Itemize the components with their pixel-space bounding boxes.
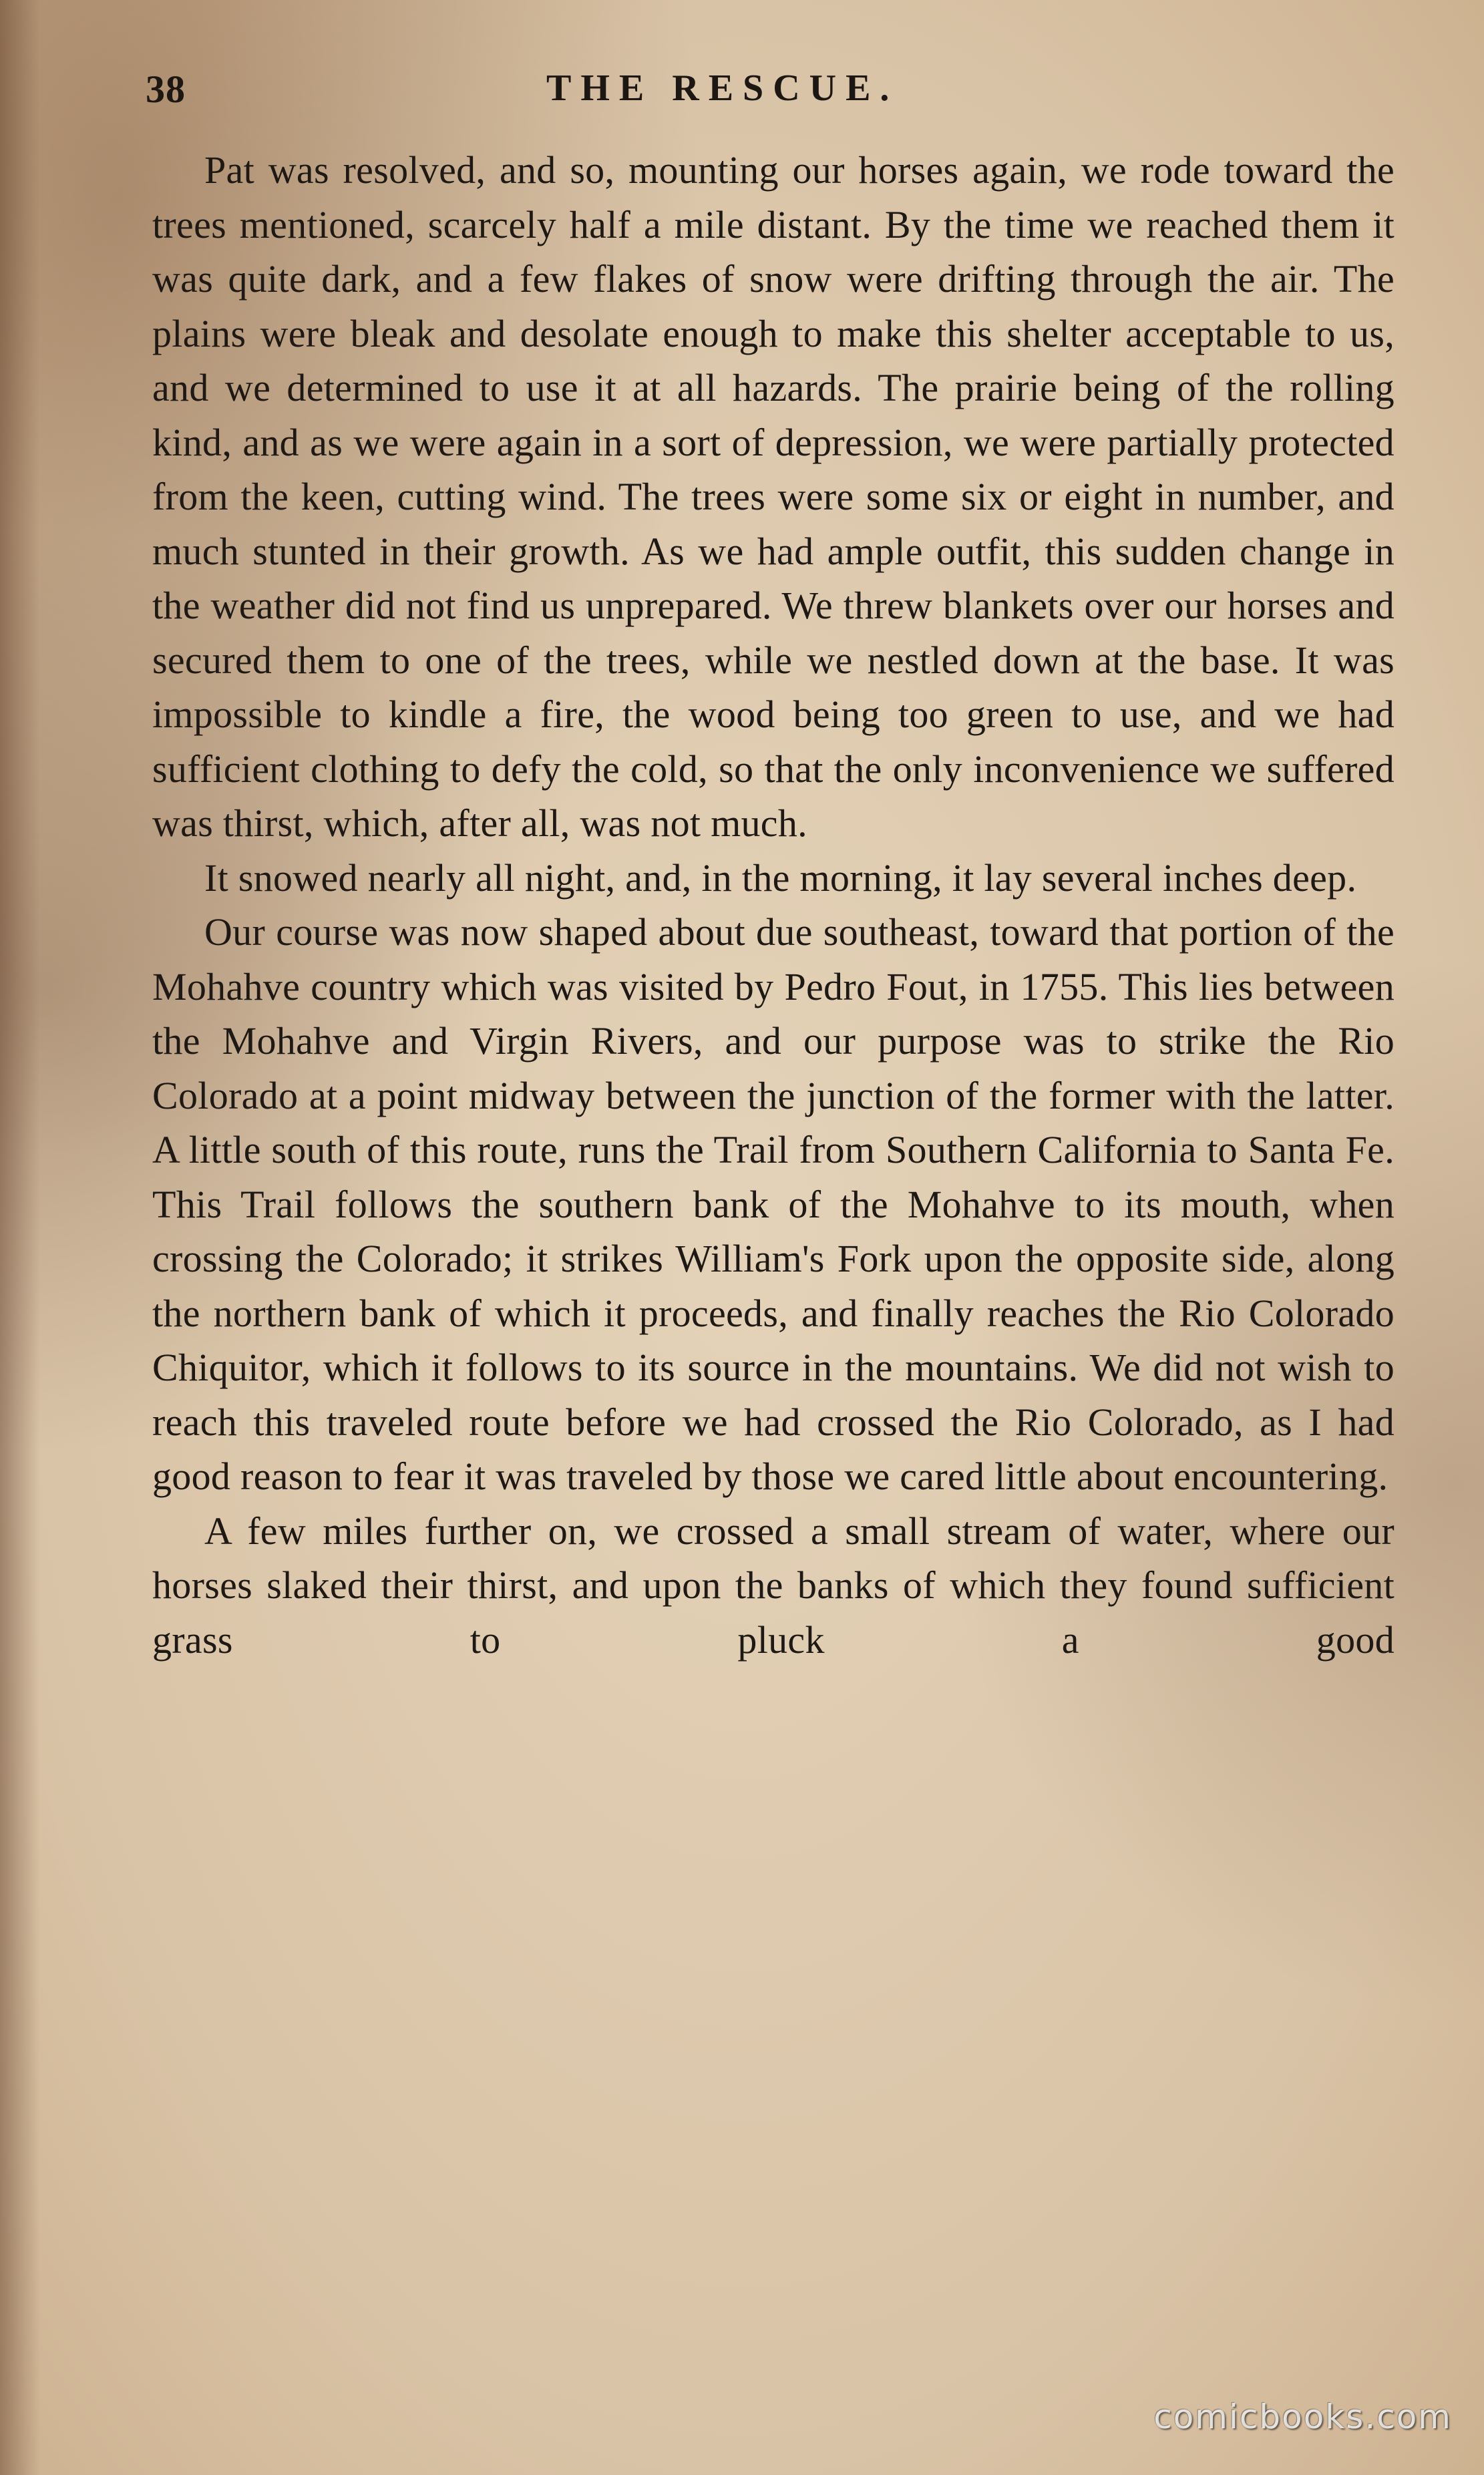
running-title: THE RESCUE. (546, 67, 899, 109)
paragraph: Our course was now shaped about due southeast, toward that portion of the Mohahve country which was visited by Pedro Fout, in 1755. This lies between the Mohahve and Virgin Rivers, and our purpose was to strike the Rio Colorado at a point midway between the junction of the former with the latter. A little south of this route, runs the Trail from Southern California to Santa Fe. This Trail follows the southern bank of the Mohahve to its mouth, when crossing the Colorado; it strikes William's Fork upon the opposite side, along the northern bank of which it proceeds, and finally reaches the Rio Colorado Chiquitor, which it follows to its source in the mountains. We did not wish to reach this traveled route before we had crossed the Rio Colorado, as I had good reason to fear it was traveled by those we cared little about encountering. (152, 910, 1395, 1498)
watermark: comicbooks.com (1153, 2398, 1452, 2436)
paragraph: A few miles further on, we crossed a small stream of water, where our horses slaked their thirst, and upon the banks of which they found sufficient grass to pluck a good (152, 1509, 1395, 1662)
paragraph: It snowed nearly all night, and, in the morning, it lay several inches deep. (204, 855, 1357, 900)
body-text (152, 143, 1395, 1667)
page-header (146, 67, 1401, 127)
page-number: 38 (146, 67, 186, 111)
paragraph: Pat was resolved, and so, mounting our horses again, we rode toward the trees mentioned, scarcely half a mile distant. By the time we reached them it was quite dark, and a few flakes of snow were drifting through the air. The plains were bleak and desolate enough to make this shelter acceptable to us, and we determined to use it at all hazards. The prairie being of the rolling kind, and as we were again in a sort of depression, we were partially protected from the keen, cutting wind. The trees were some six or eight in number, and much stunted in their growth. As we had ample outfit, this sudden change in the weather did not find us unprepared. We threw blankets over our horses and secured them to one of the trees, while we nestled down at the base. It was impossible to kindle a fire, the wood being too green to use, and we had sufficient clothing to defy the cold, so that the only inconvenience we suffered was thirst, which, after all, was not much. (152, 148, 1395, 845)
page-edge-shadow (0, 0, 40, 2475)
